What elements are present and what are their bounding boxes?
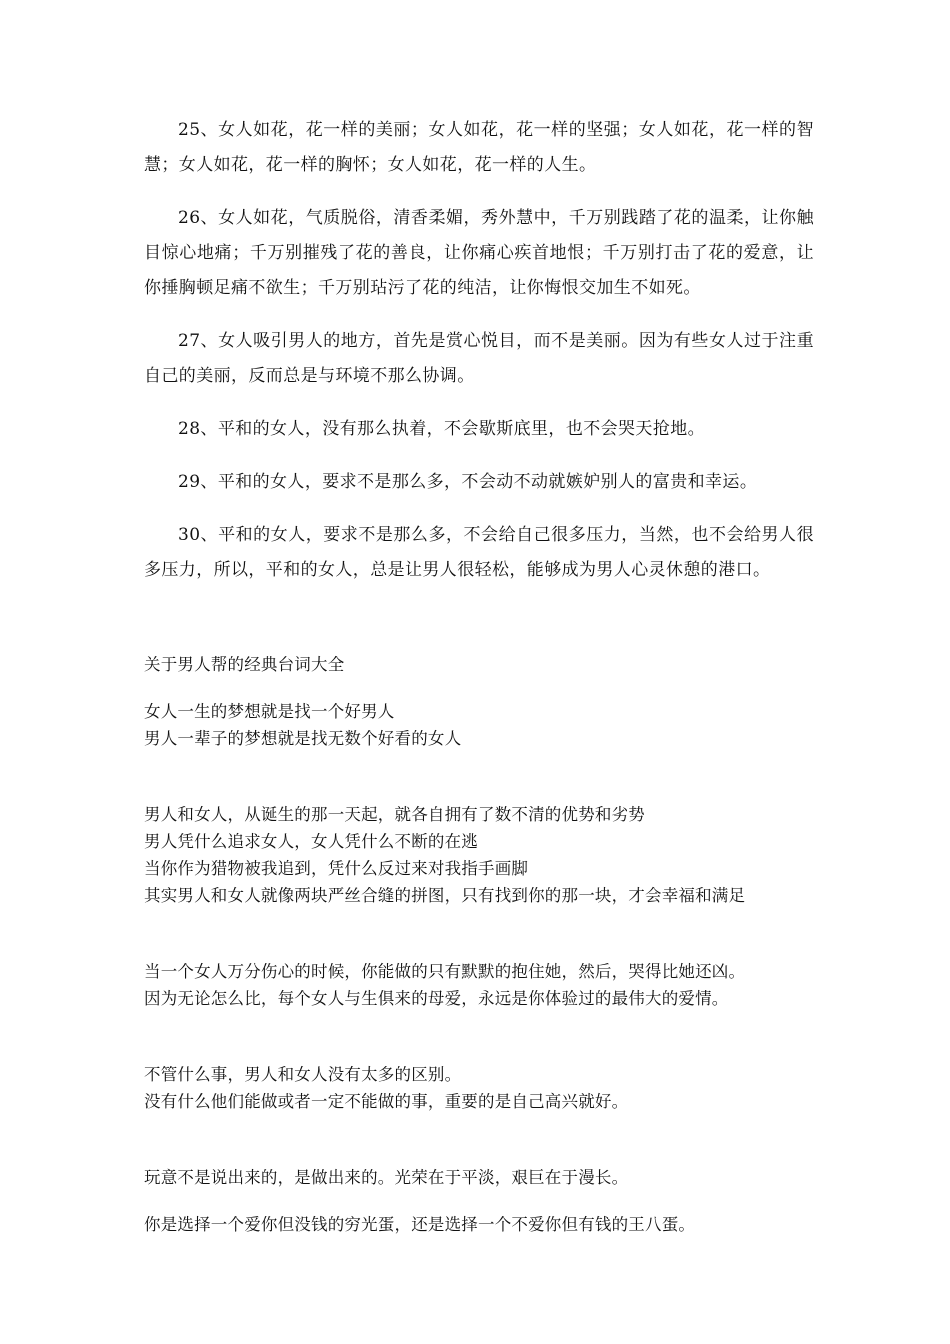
paragraph-25: 25、女人如花，花一样的美丽；女人如花，花一样的坚强；女人如花，花一样的智慧；女人如花，花一样的胸怀；女人如花，花一样的人生。	[144, 120, 814, 175]
quote-line: 当你作为猎物被我追到，凭什么反过来对我指手画脚	[144, 859, 529, 878]
quote-block-1	[144, 698, 814, 752]
quote-line: 玩意不是说出来的，是做出来的。光荣在于平淡，艰巨在于漫长。	[144, 1168, 629, 1187]
paragraph-28: 28、平和的女人，没有那么执着，不会歇斯底里，也不会哭天抢地。	[178, 419, 706, 439]
paragraph-26: 26、女人如花，气质脱俗，清香柔媚，秀外慧中，千万别践踏了花的温柔，让你触目惊心地痛；千万别摧残了花的善良，让你痛心疾首地恨；千万别打击了花的爱意，让你捶胸顿足痛不欲生；千万别玷污了花的纯洁，让你悔恨交加生不如死。	[144, 208, 814, 298]
quote-line: 因为无论怎么比，每个女人与生俱来的母爱，永远是你体验过的最伟大的爱情。	[144, 989, 729, 1008]
quote-line: 男人一辈子的梦想就是找无数个好看的女人	[144, 729, 462, 748]
quote-line: 男人凭什么追求女人，女人凭什么不断的在逃	[144, 832, 478, 851]
quote-line: 女人一生的梦想就是找一个好男人	[144, 702, 395, 721]
quote-block-4	[144, 1061, 814, 1115]
quote-line: 不管什么事，男人和女人没有太多的区别。	[144, 1065, 462, 1084]
quote-line: 其实男人和女人就像两块严丝合缝的拼图，只有找到你的那一块，才会幸福和满足	[144, 886, 746, 905]
quote-block-2	[144, 801, 814, 909]
quote-line: 当一个女人万分伤心的时候，你能做的只有默默的抱住她，然后，哭得比她还凶。	[144, 962, 746, 981]
quote-block-3	[144, 958, 814, 1012]
section-title: 关于男人帮的经典台词大全	[144, 655, 345, 674]
quote-block-6	[144, 1211, 814, 1238]
paragraph-29: 29、平和的女人，要求不是那么多，不会动不动就嫉妒别人的富贵和幸运。	[178, 472, 758, 492]
paragraph-27: 27、女人吸引男人的地方，首先是赏心悦目，而不是美丽。因为有些女人过于注重自己的美丽，反而总是与环境不那么协调。	[144, 331, 814, 386]
quote-block-5	[144, 1164, 814, 1191]
quote-line: 没有什么他们能做或者一定不能做的事，重要的是自己高兴就好。	[144, 1092, 629, 1111]
document-page	[144, 113, 814, 1238]
quote-line: 男人和女人，从诞生的那一天起，就各自拥有了数不清的优势和劣势	[144, 805, 645, 824]
paragraph-30: 30、平和的女人，要求不是那么多，不会给自己很多压力，当然，也不会给男人很多压力，所以，平和的女人，总是让男人很轻松，能够成为男人心灵休憩的港口。	[144, 525, 814, 580]
quote-line: 你是选择一个爱你但没钱的穷光蛋，还是选择一个不爱你但有钱的王八蛋。	[144, 1215, 696, 1234]
